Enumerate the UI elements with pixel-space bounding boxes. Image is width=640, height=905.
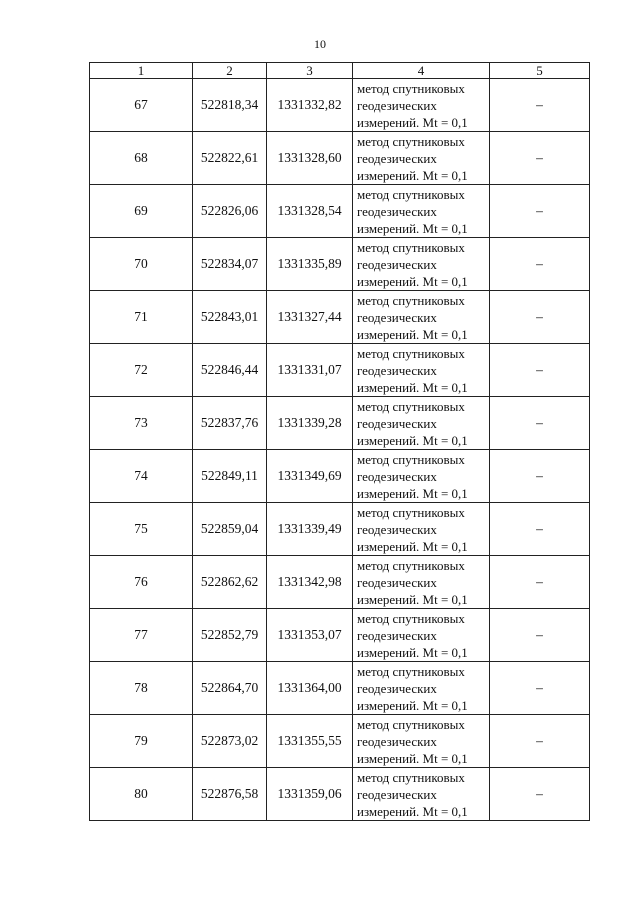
method-cell: метод спутниковых геодезических измерений. Mt = 0,1	[353, 238, 490, 291]
note-cell: –	[490, 715, 590, 768]
column-header-1: 1	[90, 63, 193, 79]
y-coordinate-cell: 1331335,89	[267, 238, 353, 291]
x-coordinate-cell: 522822,61	[193, 132, 267, 185]
table-row	[90, 450, 590, 503]
method-cell: метод спутниковых геодезических измерений. Mt = 0,1	[353, 768, 490, 821]
y-coordinate-cell: 1331327,44	[267, 291, 353, 344]
y-coordinate-cell: 1331349,69	[267, 450, 353, 503]
table-row	[90, 79, 590, 132]
x-coordinate-cell: 522862,62	[193, 556, 267, 609]
table-row	[90, 768, 590, 821]
method-cell: метод спутниковых геодезических измерений. Mt = 0,1	[353, 662, 490, 715]
note-cell: –	[490, 291, 590, 344]
point-number-cell: 73	[90, 397, 193, 450]
note-cell: –	[490, 609, 590, 662]
method-cell: метод спутниковых геодезических измерений. Mt = 0,1	[353, 79, 490, 132]
point-number-cell: 74	[90, 450, 193, 503]
table-row	[90, 662, 590, 715]
y-coordinate-cell: 1331331,07	[267, 344, 353, 397]
note-cell: –	[490, 662, 590, 715]
method-cell: метод спутниковых геодезических измерений. Mt = 0,1	[353, 450, 490, 503]
method-cell: метод спутниковых геодезических измерений. Mt = 0,1	[353, 397, 490, 450]
note-cell: –	[490, 344, 590, 397]
method-cell: метод спутниковых геодезических измерений. Mt = 0,1	[353, 556, 490, 609]
note-cell: –	[490, 79, 590, 132]
y-coordinate-cell: 1331339,49	[267, 503, 353, 556]
point-number-cell: 78	[90, 662, 193, 715]
note-cell: –	[490, 503, 590, 556]
page-number: 10	[314, 37, 326, 51]
point-number-cell: 68	[90, 132, 193, 185]
point-number-cell: 80	[90, 768, 193, 821]
y-coordinate-cell: 1331339,28	[267, 397, 353, 450]
table-row	[90, 609, 590, 662]
x-coordinate-cell: 522834,07	[193, 238, 267, 291]
y-coordinate-cell: 1331342,98	[267, 556, 353, 609]
x-coordinate-cell: 522837,76	[193, 397, 267, 450]
x-coordinate-cell: 522849,11	[193, 450, 267, 503]
column-header-3: 3	[267, 63, 353, 79]
column-header-5: 5	[490, 63, 590, 79]
note-cell: –	[490, 185, 590, 238]
y-coordinate-cell: 1331359,06	[267, 768, 353, 821]
y-coordinate-cell: 1331364,00	[267, 662, 353, 715]
table-row	[90, 556, 590, 609]
point-number-cell: 76	[90, 556, 193, 609]
x-coordinate-cell: 522873,02	[193, 715, 267, 768]
point-number-cell: 79	[90, 715, 193, 768]
point-number-cell: 75	[90, 503, 193, 556]
x-coordinate-cell: 522859,04	[193, 503, 267, 556]
table-row	[90, 291, 590, 344]
x-coordinate-cell: 522826,06	[193, 185, 267, 238]
y-coordinate-cell: 1331332,82	[267, 79, 353, 132]
point-number-cell: 67	[90, 79, 193, 132]
table-body	[90, 79, 590, 821]
note-cell: –	[490, 768, 590, 821]
x-coordinate-cell: 522818,34	[193, 79, 267, 132]
table-row	[90, 397, 590, 450]
point-number-cell: 71	[90, 291, 193, 344]
table-row	[90, 715, 590, 768]
method-cell: метод спутниковых геодезических измерений. Mt = 0,1	[353, 185, 490, 238]
table-row	[90, 132, 590, 185]
table-row	[90, 238, 590, 291]
coordinates-table	[89, 62, 590, 821]
point-number-cell: 72	[90, 344, 193, 397]
note-cell: –	[490, 132, 590, 185]
x-coordinate-cell: 522852,79	[193, 609, 267, 662]
method-cell: метод спутниковых геодезических измерений. Mt = 0,1	[353, 609, 490, 662]
x-coordinate-cell: 522864,70	[193, 662, 267, 715]
y-coordinate-cell: 1331328,54	[267, 185, 353, 238]
y-coordinate-cell: 1331355,55	[267, 715, 353, 768]
method-cell: метод спутниковых геодезических измерений. Mt = 0,1	[353, 503, 490, 556]
note-cell: –	[490, 450, 590, 503]
point-number-cell: 69	[90, 185, 193, 238]
y-coordinate-cell: 1331353,07	[267, 609, 353, 662]
point-number-cell: 77	[90, 609, 193, 662]
note-cell: –	[490, 397, 590, 450]
column-header-4: 4	[353, 63, 490, 79]
x-coordinate-cell: 522846,44	[193, 344, 267, 397]
table-row	[90, 185, 590, 238]
table-header-row	[90, 63, 590, 79]
table-row	[90, 503, 590, 556]
method-cell: метод спутниковых геодезических измерений. Mt = 0,1	[353, 715, 490, 768]
method-cell: метод спутниковых геодезических измерений. Mt = 0,1	[353, 132, 490, 185]
table-row	[90, 344, 590, 397]
point-number-cell: 70	[90, 238, 193, 291]
method-cell: метод спутниковых геодезических измерений. Mt = 0,1	[353, 291, 490, 344]
x-coordinate-cell: 522876,58	[193, 768, 267, 821]
note-cell: –	[490, 238, 590, 291]
note-cell: –	[490, 556, 590, 609]
method-cell: метод спутниковых геодезических измерений. Mt = 0,1	[353, 344, 490, 397]
column-header-2: 2	[193, 63, 267, 79]
x-coordinate-cell: 522843,01	[193, 291, 267, 344]
y-coordinate-cell: 1331328,60	[267, 132, 353, 185]
